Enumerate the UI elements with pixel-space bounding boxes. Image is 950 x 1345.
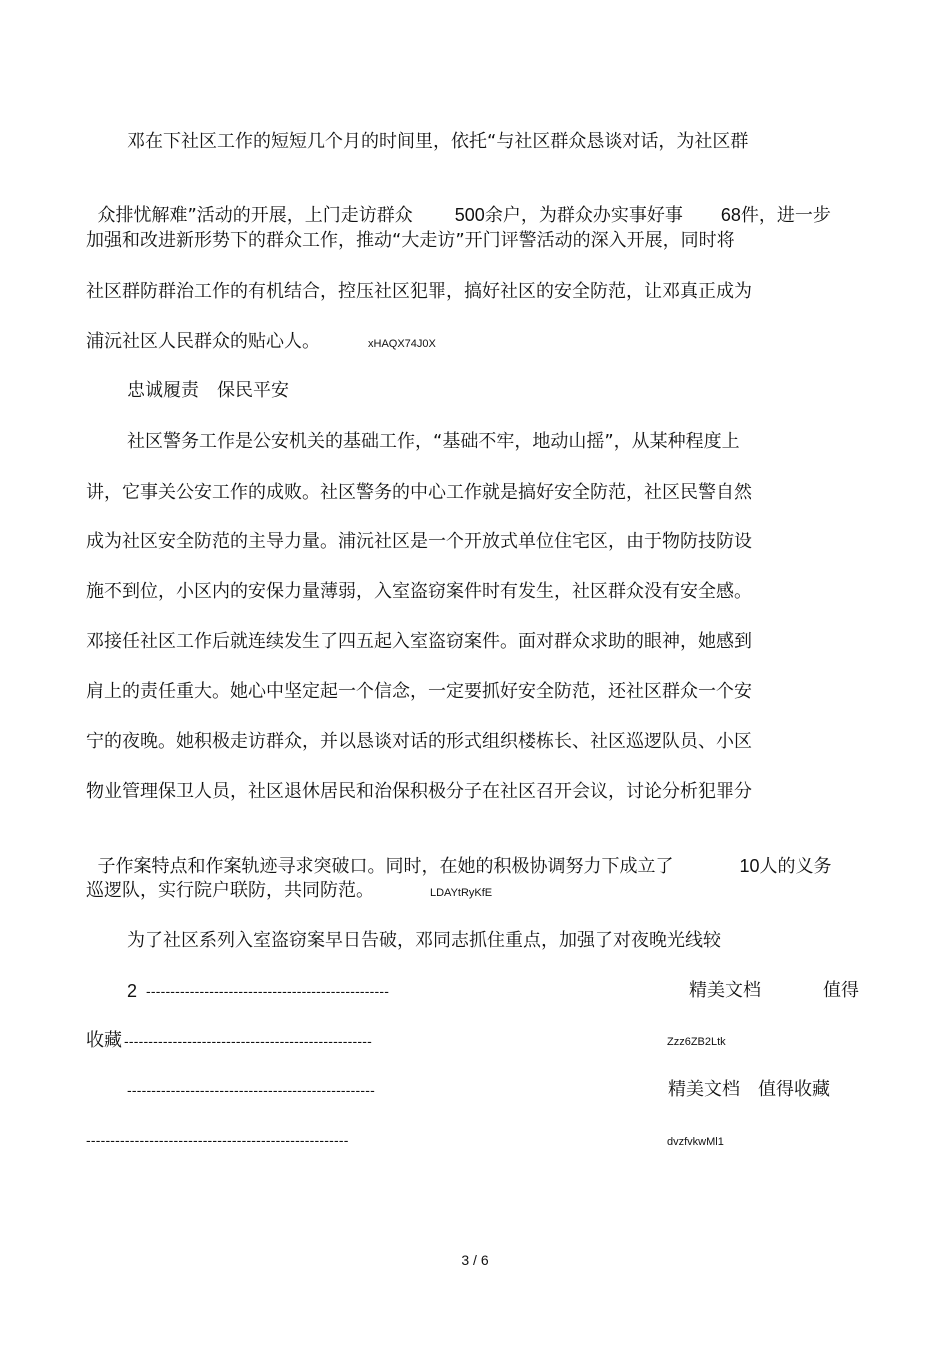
para2-line4: 施不到位，小区内的安保力量薄弱，入室盗窃案件时有发生，社区群众没有安全感。 [86,581,752,602]
para2-line9-part-c: 人的义务 [759,856,832,877]
para2-line8: 物业管理保卫人员，社区退休居民和治保积极分子在社区召开会议，讨论分析犯罪分 [86,781,752,802]
footer-dashes-1: -------------------------------------------------- [146,983,390,999]
para2-line6: 肩上的责任重大。她心中坚定起一个信念，一定要抓好安全防范，还社区群众一个安 [86,681,752,702]
footer-number: 2 [127,981,138,1001]
page-number: 3 / 6 [461,1252,489,1268]
para2-line9 [86,830,831,879]
para2-code: LDAYtRyKfE [430,887,493,899]
footer-label-1b: 值得 [823,980,859,1001]
para1-line1: 邓在下社区工作的短短几个月的时间里，依托“与社区群众恳谈对话，为社区群 [127,131,749,152]
para1-line2-part-c: 余户，为群众办实事好事 [484,205,683,226]
para1-line2-part-e: 件，进一步 [740,205,831,226]
footer-dashes-4: ------------------------------------------------------ [86,1132,349,1148]
para1-line4: 社区群防群治工作的有机结合，控压社区犯罪，搞好社区的安全防范，让邓真正成为 [86,281,752,302]
footer-label-2: 精美文档 值得收藏 [668,1079,830,1100]
para1-line2 [86,179,831,228]
para2-line9-part-a: 子作案特点和作案轨迹寻求突破口。同时，在她的积极协调努力下成立了 [97,856,674,877]
para2-line5: 邓接任社区工作后就连续发生了四五起入室盗窃案件。面对群众求助的眼神，她感到 [86,631,752,652]
deeds-count: 68 [720,205,741,225]
para1-line3: 加强和改进新形势下的群众工作，推动“大走访”开门评警活动的深入开展，同时将 [86,230,735,251]
para2-line2: 讲，它事关公安工作的成败。社区警务的中心工作就是搞好安全防范，社区民警自然 [86,482,752,503]
para2-line10: 巡逻队，实行院户联防，共同防范。 [86,880,374,901]
household-count: 500 [454,205,485,225]
footer-dashes-2: --------------------------------------------------- [124,1033,372,1049]
section-heading: 忠诚履责 保民平安 [127,380,289,401]
para1-code: xHAQX74J0X [368,338,436,350]
footer-dashes-3: --------------------------------------------------- [127,1082,375,1098]
footer-collect: 收藏 [86,1030,122,1051]
footer-code-1: Zzz6ZB2Ltk [667,1036,726,1048]
footer-label-1a: 精美文档 [689,980,761,1001]
patrol-count: 10 [739,856,760,876]
para2-line7: 宁的夜晚。她积极走访群众，并以恳谈对话的形式组织楼栋长、社区巡逻队员、小区 [86,731,752,752]
para2-line3: 成为社区安全防范的主导力量。浦沅社区是一个开放式单位住宅区，由于物防技防设 [86,531,752,552]
para2-line1: 社区警务工作是公安机关的基础工作，“基础不牢，地动山摇”，从某种程度上 [127,431,740,452]
para1-line5: 浦沅社区人民群众的贴心人。 [86,331,320,352]
para3-line1: 为了社区系列入室盗窃案早日告破，邓同志抓住重点，加强了对夜晚光线较 [127,930,721,951]
para1-line2-part-a: 众排忧解难”活动的开展，上门走访群众 [97,205,413,226]
footer-code-2: dvzfvkwMl1 [667,1136,724,1148]
